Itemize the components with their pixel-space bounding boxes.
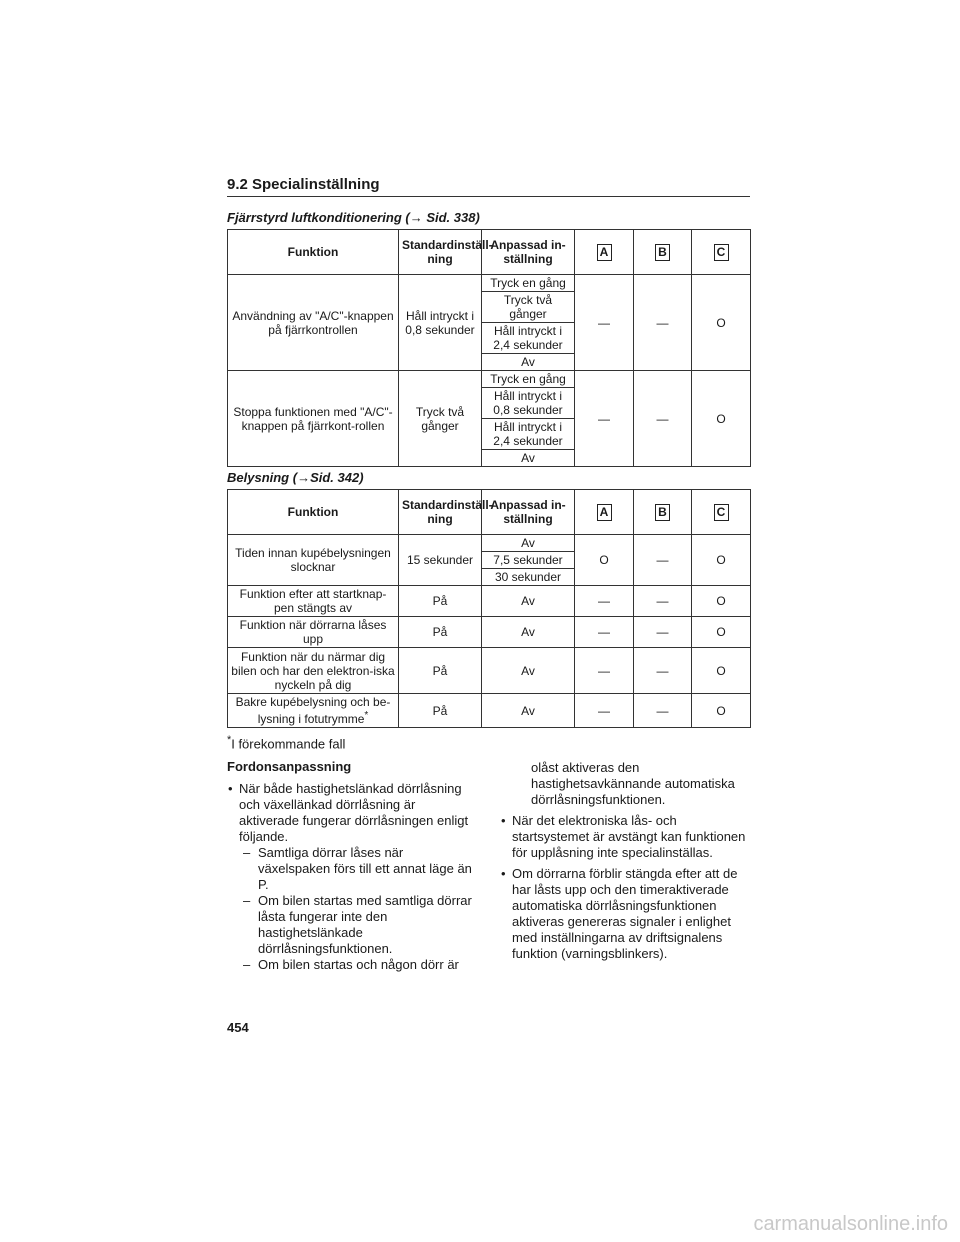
header-funktion: Funktion [228,490,399,535]
cell-funktion: Funktion när du närmar dig bilen och har den elektron-iska nyckeln på dig [228,648,399,694]
dash-continuation: olåst aktiveras den hastighetsavkännande automatiska dörrlåsningsfunktionen. [531,760,735,807]
cell-option: Håll intryckt i 2,4 sekunder [482,323,575,354]
cell-option: Tryck en gång [482,371,575,388]
cell-custom: Av [482,617,575,648]
cell-option: Av [482,354,575,371]
cell-funktion: Funktion när dörrarna låses upp [228,617,399,648]
cell-a: — [575,275,634,371]
cell-b: — [634,535,692,586]
cell-c: O [692,371,751,467]
bullet-item: • När det elektroniska lås- och startsystemet är avstängt kan funktionen för upplåsning inte specialinställas. [500,813,752,861]
table-header-row [228,230,751,275]
cell-option: Tryck två gånger [482,292,575,323]
footnote-marker: * [364,710,369,721]
cell-c: O [692,535,751,586]
cell-funktion [228,694,399,728]
body-column-left [227,781,477,973]
page-number: 454 [227,1020,249,1035]
cell-option: Håll intryckt i 2,4 sekunder [482,419,575,450]
header-b [634,230,692,275]
cell-c: O [692,694,751,728]
cell-a: — [575,648,634,694]
cell-standard: 15 sekunder [399,535,482,586]
header-a [575,490,634,535]
header-standard: Standardinställ-ning [399,490,482,535]
table-row [228,586,751,617]
table-header-row [228,490,751,535]
cell-a: — [575,617,634,648]
dash-item: – Om bilen startas och någon dörr är [227,957,477,973]
col-b-label: B [655,244,670,261]
table1-title: Fjärrstyrd luftkonditionering (→ Sid. 338) [227,210,480,225]
cell-c: O [692,617,751,648]
header-anpassad: Anpassad in-ställning [482,230,575,275]
col-b-label: B [655,504,670,521]
cell-funktion: Stoppa funktionen med "A/C"-knappen på fjärrkont-rollen [228,371,399,467]
cell-custom: Av [482,586,575,617]
table-row [228,275,751,292]
col-c-label: C [714,244,729,261]
body-title: Fordonsanpassning [227,759,352,774]
body-column-right [500,760,752,967]
bullet-item: • Om dörrarna förblir stängda efter att de har låsts upp och den timeraktiverade automatiska dörrlåsningsfunktionen aktiveras genereras signaler i enlighet med inställningarna av driftsignalens funktion (varningsblinkers). [500,866,752,962]
cell-a: — [575,371,634,467]
header-a [575,230,634,275]
cell-standard: Håll intryckt i 0,8 sekunder [399,275,482,371]
cell-b: — [634,586,692,617]
cell-standard: Tryck två gånger [399,371,482,467]
footnote-mark: * [227,734,232,746]
cell-option: Av [482,535,575,552]
cell-custom: Av [482,648,575,694]
cell-funktion: Användning av "A/C"-knappen på fjärrkontrollen [228,275,399,371]
col-c-label: C [714,504,729,521]
cell-b: — [634,371,692,467]
header-c [692,230,751,275]
table-lighting [227,489,751,728]
table-row [228,648,751,694]
cell-custom: Av [482,694,575,728]
cell-funktion: Funktion efter att startknap-pen stängts av [228,586,399,617]
header-standard: Standardinställ-ning [399,230,482,275]
cell-b: — [634,694,692,728]
cell-standard: På [399,586,482,617]
table2-title: Belysning (→Sid. 342) [227,470,364,485]
section-header: 9.2 Specialinställning [227,176,750,197]
cell-standard: På [399,694,482,728]
cell-option: Av [482,450,575,467]
header-b [634,490,692,535]
dash-item: – Samtliga dörrar låses när växelspaken förs till ett annat läge än P. [227,845,477,893]
cell-option: 7,5 sekunder [482,552,575,569]
table-row [228,617,751,648]
cell-option: 30 sekunder [482,569,575,586]
dash-item: – Om bilen startas med samtliga dörrar låsta fungerar inte den hastighetslänkade dörrlåsningsfunktionen. [227,893,477,957]
header-anpassad: Anpassad in-ställning [482,490,575,535]
table-remote-ac [227,229,751,467]
col-a-label: A [597,504,612,521]
cell-a: — [575,586,634,617]
cell-b: — [634,617,692,648]
cell-option: Tryck en gång [482,275,575,292]
header-funktion: Funktion [228,230,399,275]
col-a-label: A [597,244,612,261]
footnote [227,734,345,751]
footnote-text: I förekommande fall [231,736,346,752]
cell-b: — [634,648,692,694]
cell-option: Håll intryckt i 0,8 sekunder [482,388,575,419]
cell-c: O [692,275,751,371]
cell-c: O [692,648,751,694]
watermark: carmanualsonline.info [753,1213,948,1235]
cell-a: — [575,694,634,728]
cell-standard: På [399,648,482,694]
table-row [228,535,751,552]
cell-standard: På [399,617,482,648]
cell-a: O [575,535,634,586]
cell-b: — [634,275,692,371]
table-row [228,694,751,728]
cell-c: O [692,586,751,617]
bullet-item: • När både hastighetslänkad dörrlåsning och växellänkad dörrlåsning är aktiverade fungerar dörrlåsningen enligt följande. [227,781,477,845]
table-row [228,371,751,388]
cell-funktion: Tiden innan kupébelysningen slocknar [228,535,399,586]
cell-funktion-text: Bakre kupébelysning och be-lysning i fotutrymme [235,695,391,726]
header-c [692,490,751,535]
